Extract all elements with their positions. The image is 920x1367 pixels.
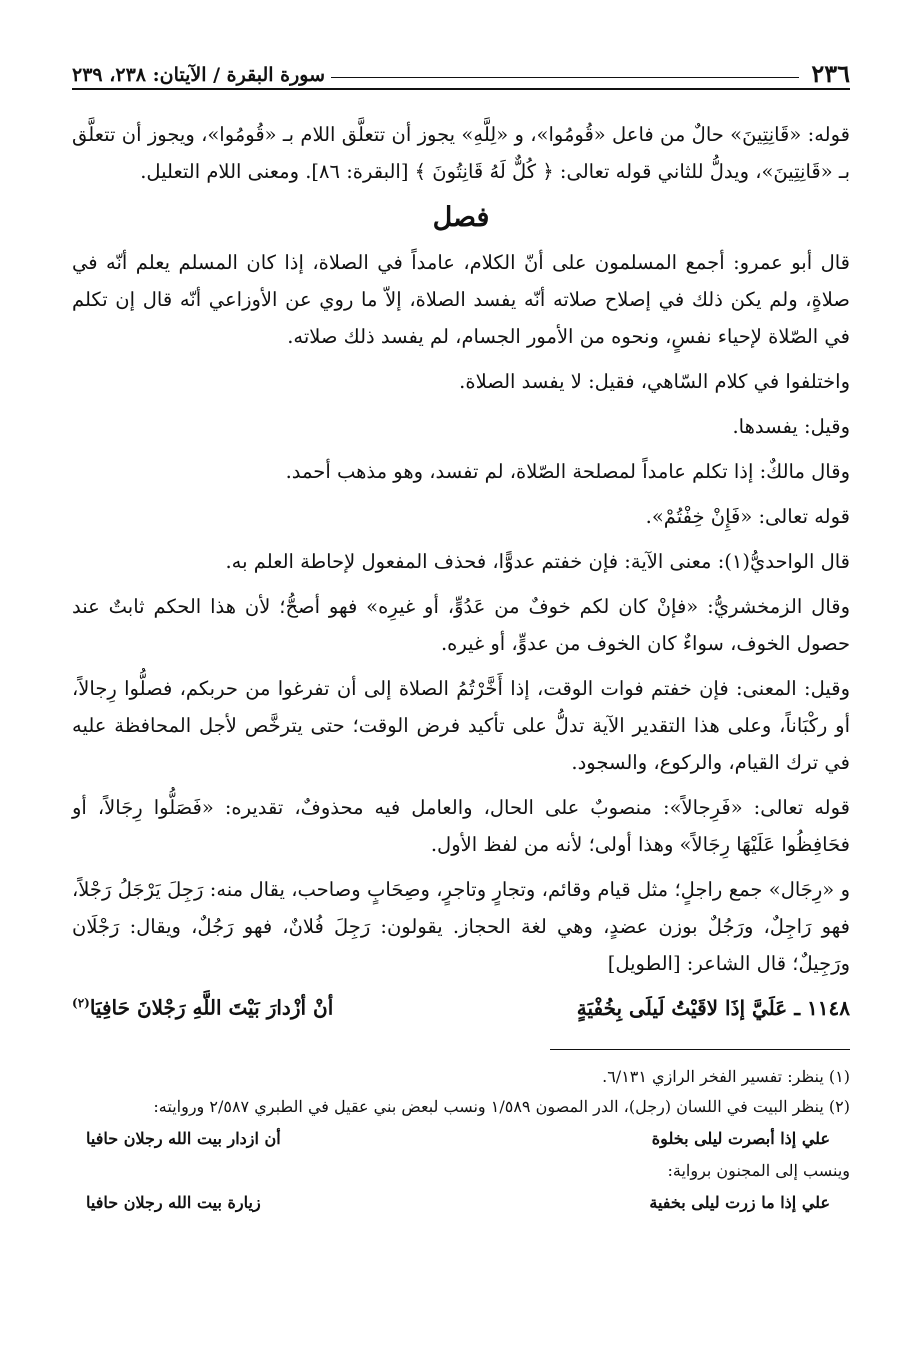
footnote-poem-1-left: أن ازدار بيت الله رجلان حافيا — [86, 1128, 281, 1148]
surah-title: سورة البقرة / الآيتان: ٢٣٨، ٢٣٩ — [72, 64, 326, 86]
paragraph: وقيل: يفسدها. — [732, 415, 850, 438]
main-text — [72, 116, 850, 1027]
footnote-attribution: وينسب إلى المجنون برواية: — [667, 1160, 850, 1180]
section-heading: فصل — [432, 202, 490, 233]
poem-left-text: أنْ أزْدارَ بَيْتَ اللَّهِ رَجْلانَ حَافِيَا — [89, 995, 334, 1020]
poem-left-hemistich — [72, 984, 333, 1027]
paragraph: قوله تعالى: «فَرِجالاً»: منصوبٌ على الحال، والعامل فيه محذوفٌ، تقديره: «فَصَلُّوا رِجَالاً، أو فحَافِظُوا عَلَيْهَا رِجَالاً» وهذا أولى؛ لأنه من لفظ الأول. — [72, 796, 850, 856]
paragraph: وقال الزمخشريُّ: «فإنْ كان لكم خوفٌ من عَدُوٍّ، أو غيرِه» فهو أصحُّ؛ لأن هذا الحكم ثابتٌ عند حصول الخوف، سواءٌ كان الخوف من عدوٍّ، أو غيره. — [72, 595, 850, 655]
footnote-poem-2 — [72, 1186, 850, 1220]
footnote-poem-1 — [72, 1122, 850, 1156]
poem-number: ١١٤٨ ـ — [794, 995, 850, 1020]
paragraph: وقيل: المعنى: فإن خفتم فوات الوقت، إذا أَخَّرْتُمُ الصلاة إلى أن تفرغوا من حربكم، فصلُّوا رِجالاً، أو ركْبَاناً، وعلى هذا التقدير الآية تدلُّ على تأكيد فرض الوقت؛ حتى يترخَّص لأجل المحافظة عليه في ترك القيام، والركوع، والسجود. — [72, 677, 850, 774]
paragraph: واختلفوا في كلام السّاهي، فقيل: لا يفسد الصلاة. — [459, 370, 850, 393]
footnotes — [72, 1062, 850, 1220]
footnote-marker: (٢) — [72, 996, 90, 1010]
paragraph: قال أبو عمرو: أجمع المسلمون على أنّ الكلام، عامداً في الصلاة، إذا كان المسلم يعلم أنّه في صلاةٍ، ولم يكن ذلك في إصلاح صلاته أنّه يفسد الصلاة، إلاّ ما روي عن الأوزاعي أنّه قال إن تكلم في الصّلاة لإحياء نفسٍ، ونحوه من الأمور الجسام، لم يفسد ذلك صلاته. — [72, 251, 850, 348]
footnote-1: (١) ينظر: تفسير الفخر الرازي ٦/١٣١. — [602, 1066, 850, 1086]
footnote-poem-2-right: علي إذا ما زرت ليلى بخفية — [649, 1192, 830, 1212]
poem-right-hemistich — [577, 989, 850, 1027]
paragraph: وقال مالكٌ: إذا تكلم عامداً لمصلحة الصّلاة، لم تفسد، وهو مذهب أحمد. — [285, 460, 850, 483]
intro-paragraph: قوله: «قَانِتِينَ» حالٌ من فاعل «قُومُوا»، و «لِلَّهِ» يجوز أن تتعلَّق اللام بـ «قُومُوا»، ويجوز أن تتعلَّق بـ «قَانِتِينَ»، ويدلُّ للثاني قوله تعالى: ﴿ كُلٌّ لَهُ قَانِتُونَ ﴾ [البقرة: ٨٦]. ومعنى اللام التعليل. — [72, 123, 850, 183]
footnote-divider — [550, 1049, 850, 1050]
footnote-poem-1-right: علي إذا أبصرت ليلى بخلوة — [651, 1128, 830, 1148]
footnote-2: (٢) ينظر البيت في اللسان (رجل)، الدر المصون ١/٥٨٩ ونسب لبعض بني عقيل في الطبري ٢/٥٨٧ وروايته: — [153, 1096, 850, 1116]
page-number: ٢٣٦ — [811, 59, 850, 88]
paragraph: قال الواحديُّ(١): معنى الآية: فإن خفتم عدوًّا، فحذف المفعول لإحاطة العلم به. — [225, 550, 850, 573]
poem-right-text: عَلَيَّ إذَا لاقَيْتُ لَيلَى بِخُفْيَةٍ — [576, 995, 788, 1020]
paragraph: قوله تعالى: «فَإِنْ خِفْتُمْ». — [645, 505, 850, 528]
page-header — [72, 44, 850, 90]
header-rule — [331, 77, 799, 78]
paragraph: و «رِجَال» جمع راجلٍ؛ مثل قيام وقائم، وتجارٍ وتاجرٍ، وصِحَابٍ وصاحب، يقال منه: رَجِلَ يَرْجَلُ رَجْلاً، فهو رَاجِلٌ، ورَجُلٌ بوزن عضدٍ، وهي لغة الحجاز. يقولون: رَجِلَ فُلانٌ، فهو رَجُلٌ، ويقال: رَجْلَان ورَجِيلٌ؛ قال الشاعر: [الطويل] — [72, 878, 850, 975]
poem-verse — [72, 984, 850, 1027]
footnote-poem-2-left: زيارة بيت الله رجلان حافيا — [86, 1192, 261, 1212]
